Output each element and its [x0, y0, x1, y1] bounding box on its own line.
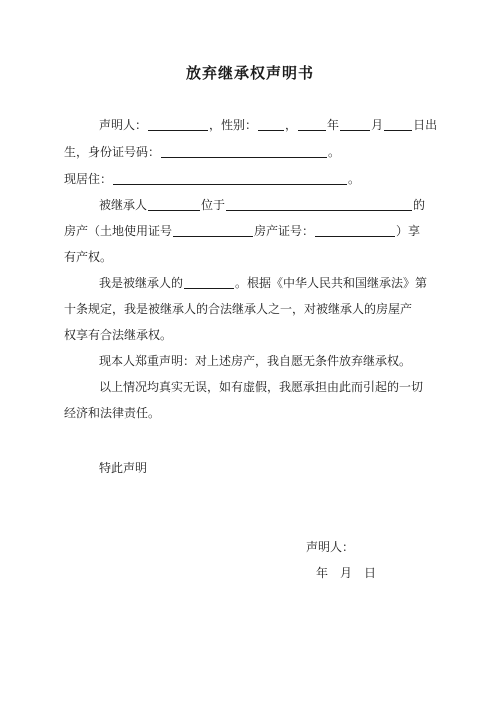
label-located-at: 位于 — [201, 198, 226, 212]
liability-line-1: 以上情况均真实无误，如有虚假，我愿承担由此而引起的一切 — [99, 380, 424, 394]
signature-date: 年 月 日 — [316, 566, 377, 580]
text-enjoy: ）享 — [396, 224, 421, 238]
year-blank — [298, 118, 326, 131]
liability-line-2: 经济和法律责任。 — [64, 406, 161, 420]
label-land-cert: 房产（土地使用证号 — [64, 224, 173, 238]
month-blank — [340, 118, 370, 131]
id-number-blank — [161, 145, 327, 158]
property-line-2 — [64, 224, 420, 238]
text-law-ref: 。根据《中华人民共和国继承法》第 — [235, 276, 428, 290]
period: 。 — [328, 145, 341, 159]
document-title: 放弃继承权声明书 — [185, 64, 314, 82]
declarant-info-line-3 — [64, 172, 360, 186]
relation-line-3: 权享有合法继承权。 — [64, 328, 173, 342]
signature-declarant: 声明人： — [306, 540, 355, 554]
label-id-number: 生，身份证号码： — [64, 145, 161, 159]
property-line-3: 有产权。 — [64, 250, 113, 264]
residence-blank — [113, 172, 347, 185]
relation-line-2: 十条规定，我是被继承人的合法继承人之一，对被继承人的房屋产 — [64, 302, 413, 316]
period: 。 — [348, 172, 361, 186]
gender-blank — [258, 118, 284, 131]
land-cert-blank — [173, 224, 253, 237]
label-year: 年 — [327, 118, 340, 132]
label-property-cert: 房产证号： — [254, 224, 315, 238]
text-of: 的 — [413, 198, 426, 212]
label-residence: 现居住： — [64, 172, 113, 186]
relation-line-1 — [99, 276, 427, 290]
label-declarant: 声明人： — [99, 118, 148, 132]
label-decedent: 被继承人 — [99, 198, 148, 212]
property-cert-blank — [315, 224, 395, 237]
day-blank — [384, 118, 412, 131]
waiver-statement: 现本人郑重声明：对上述房产，我自愿无条件放弃继承权。 — [99, 354, 412, 368]
declarant-info-line-2 — [64, 145, 340, 159]
label-gender: ，性别： — [209, 118, 258, 132]
property-line-1 — [99, 198, 425, 212]
location-blank — [226, 198, 412, 211]
label-month: 月 — [371, 118, 384, 132]
label-relation: 我是被继承人的 — [99, 276, 184, 290]
closing-text: 特此声明 — [99, 461, 148, 475]
comma: ， — [285, 118, 298, 132]
decedent-blank — [148, 198, 200, 211]
name-blank — [148, 118, 208, 131]
relation-blank — [184, 276, 234, 289]
label-day-born: 日出 — [413, 118, 438, 132]
declarant-info-line-1 — [99, 118, 437, 132]
